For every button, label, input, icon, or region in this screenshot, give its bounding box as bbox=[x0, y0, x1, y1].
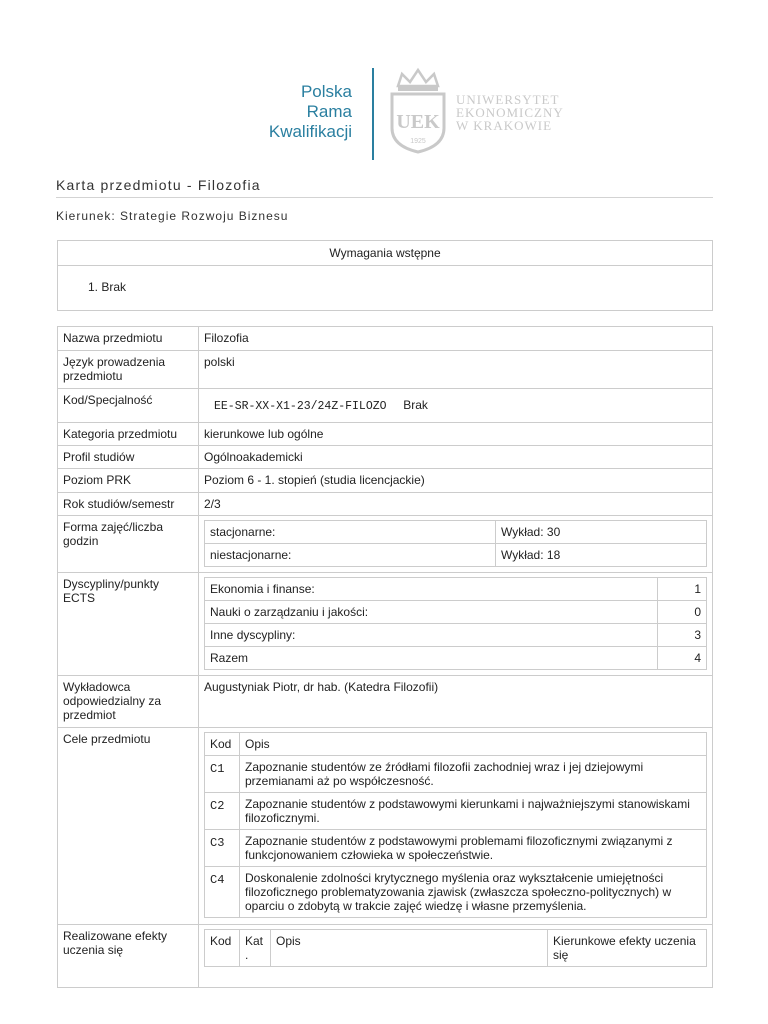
table-row bbox=[58, 676, 713, 728]
table-row bbox=[205, 647, 707, 670]
ects-points: 1 bbox=[658, 578, 707, 601]
row-value bbox=[199, 573, 713, 676]
column-header: Opis bbox=[240, 733, 707, 756]
table-row bbox=[58, 493, 713, 516]
row-label: Kategoria przedmiotu bbox=[58, 423, 199, 446]
table-row bbox=[205, 544, 707, 567]
table-row bbox=[58, 389, 713, 423]
prk-logo bbox=[262, 82, 352, 142]
goal-description: Doskonalenie zdolności krytycznego myślenia oraz wykształcenie umiejętności filozoficznego problematyzowania zjawisk (zwłaszcza społeczno-politycznych) w oparciu o zdobytą w trakcie zajęć wiedzę i własne przemyślenia. bbox=[240, 867, 707, 918]
row-value bbox=[199, 728, 713, 925]
row-value bbox=[199, 516, 713, 573]
uek-logo-line: UNIWERSYTET bbox=[456, 92, 560, 107]
row-value: kierunkowe lub ogólne bbox=[199, 423, 713, 446]
form-hours: Wykład: 18 bbox=[496, 544, 707, 567]
uek-logo-text bbox=[456, 93, 580, 132]
table-row bbox=[58, 516, 713, 573]
outcomes-table bbox=[204, 929, 707, 967]
prk-logo-line: Rama bbox=[306, 102, 352, 121]
ects-table bbox=[204, 577, 707, 670]
column-header: Kat. bbox=[240, 930, 271, 967]
course-specialty: Brak bbox=[403, 398, 428, 412]
row-value: Poziom 6 - 1. stopień (studia licencjackie) bbox=[199, 469, 713, 493]
goal-code: C2 bbox=[205, 793, 240, 830]
course-table bbox=[57, 326, 713, 988]
uek-year: 1925 bbox=[410, 138, 426, 145]
table-row bbox=[205, 793, 707, 830]
forms-table bbox=[204, 520, 707, 567]
ects-discipline: Inne dyscypliny: bbox=[205, 624, 658, 647]
row-label: Nazwa przedmiotu bbox=[58, 327, 199, 351]
row-label: Forma zajęć/liczba godzin bbox=[58, 516, 199, 573]
table-row bbox=[205, 601, 707, 624]
table-header-row bbox=[205, 930, 707, 967]
column-header: Kod bbox=[205, 733, 240, 756]
requirements-heading: Wymagania wstępne bbox=[58, 241, 712, 266]
goal-description: Zapoznanie studentów z podstawowymi problemami filozoficznymi związanymi z funkcjonowaniem człowieka w społeczeństwie. bbox=[240, 830, 707, 867]
prk-logo-line: Kwalifikacji bbox=[268, 122, 352, 141]
ects-discipline: Razem bbox=[205, 647, 658, 670]
row-label: Cele przedmiotu bbox=[58, 728, 199, 925]
table-row bbox=[205, 867, 707, 918]
form-mode: stacjonarne: bbox=[205, 521, 496, 544]
table-row bbox=[58, 351, 713, 389]
uek-logo-line: W KRAKOWIE bbox=[456, 118, 553, 133]
table-row bbox=[58, 423, 713, 446]
page-title: Karta przedmiotu - Filozofia bbox=[56, 177, 713, 198]
goal-code: C1 bbox=[205, 756, 240, 793]
requirements-item: 1. Brak bbox=[88, 280, 127, 294]
goal-code: C3 bbox=[205, 830, 240, 867]
column-header: Kod bbox=[205, 930, 240, 967]
row-value: Filozofia bbox=[199, 327, 713, 351]
ects-points: 4 bbox=[658, 647, 707, 670]
row-value: 2/3 bbox=[199, 493, 713, 516]
column-header: Opis bbox=[271, 930, 548, 967]
goal-code: C4 bbox=[205, 867, 240, 918]
row-value bbox=[199, 925, 713, 988]
table-row bbox=[205, 756, 707, 793]
table-row bbox=[205, 578, 707, 601]
row-value: Ogólnoakademicki bbox=[199, 446, 713, 469]
row-label: Dyscypliny/punkty ECTS bbox=[58, 573, 199, 676]
row-value: polski bbox=[199, 351, 713, 389]
row-label: Realizowane efekty uczenia się bbox=[58, 925, 199, 988]
form-mode: niestacjonarne: bbox=[205, 544, 496, 567]
page-subtitle: Kierunek: Strategie Rozwoju Biznesu bbox=[56, 209, 289, 223]
row-label: Język prowadzenia przedmiotu bbox=[58, 351, 199, 389]
table-row bbox=[205, 624, 707, 647]
table-row bbox=[205, 521, 707, 544]
row-label: Kod/Specjalność bbox=[58, 389, 199, 423]
row-label: Profil studiów bbox=[58, 446, 199, 469]
ects-points: 0 bbox=[658, 601, 707, 624]
row-value bbox=[199, 389, 713, 423]
uek-emblem-icon bbox=[386, 66, 450, 154]
column-header: Kierunkowe efekty uczenia się bbox=[548, 930, 707, 967]
uek-monogram: UEK bbox=[396, 111, 440, 133]
table-row bbox=[58, 327, 713, 351]
row-value: Augustyniak Piotr, dr hab. (Katedra Filozofii) bbox=[199, 676, 713, 728]
ects-points: 3 bbox=[658, 624, 707, 647]
ects-discipline: Nauki o zarządzaniu i jakości: bbox=[205, 601, 658, 624]
table-row bbox=[58, 469, 713, 493]
goals-table bbox=[204, 732, 707, 918]
row-label: Rok studiów/semestr bbox=[58, 493, 199, 516]
table-row bbox=[58, 446, 713, 469]
table-header-row bbox=[205, 733, 707, 756]
table-row bbox=[58, 573, 713, 676]
course-code: EE-SR-XX-X1-23/24Z-FILOZO bbox=[214, 400, 387, 413]
goal-description: Zapoznanie studentów z podstawowymi kierunkami i najważniejszymi stanowiskami filozoficznymi. bbox=[240, 793, 707, 830]
table-row bbox=[58, 728, 713, 925]
prk-logo-line: Polska bbox=[300, 82, 352, 101]
goal-description: Zapoznanie studentów ze źródłami filozofii zachodniej wraz i jej dziejowymi przemianami aż po współczesność. bbox=[240, 756, 707, 793]
row-label: Wykładowca odpowiedzialny za przedmiot bbox=[58, 676, 199, 728]
form-hours: Wykład: 30 bbox=[496, 521, 707, 544]
table-row bbox=[58, 925, 713, 988]
logo-divider bbox=[372, 68, 374, 160]
ects-discipline: Ekonomia i finanse: bbox=[205, 578, 658, 601]
uek-logo-line: EKONOMICZNY bbox=[456, 105, 564, 120]
row-label: Poziom PRK bbox=[58, 469, 199, 493]
requirements-box bbox=[57, 240, 713, 311]
table-row bbox=[205, 830, 707, 867]
